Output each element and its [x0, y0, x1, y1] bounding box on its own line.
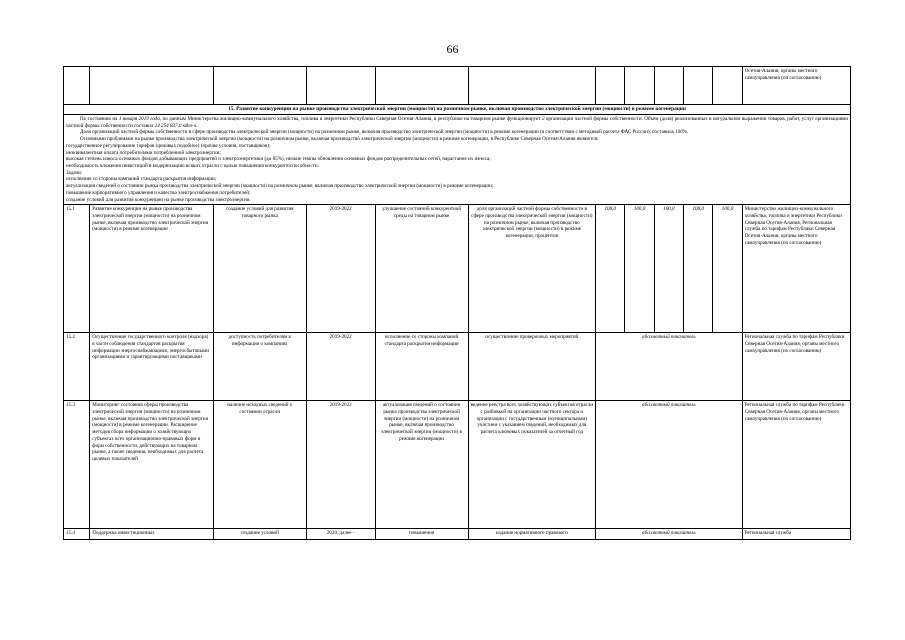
- absolute-indicator-cell: абсолютный показатель: [596, 401, 743, 529]
- indicator-cell: доля организаций частной формы собственности в сфере производства электрической энергии (мощности) на розничном рынке, включая производство электрической энергии (мощности) в режиме когенерации, процентов: [468, 205, 595, 333]
- intro-paragraph-3: Основными проблемами на рынке производства электрической энергии (мощности) на розничном рынке, включая производство электрической энергии (мощности) в режиме когенерации, в Республике Северная Осетия-Алания являются:: [80, 136, 599, 143]
- problem-cell: создание условий: [213, 529, 306, 540]
- task-item: создание условий для развития конкуренции на рынке производства электроэнергии.: [66, 196, 251, 203]
- responsible-cell: Региональная служба по тарифам Республики Северная Осетия-Алания, органы местного самоуправления (по согласованию): [742, 401, 850, 529]
- task-item: исполнение со стороны компаний стандарта раскрытия информации;: [66, 176, 217, 183]
- table-row-continued: [64, 67, 851, 105]
- measures-table: [63, 66, 851, 540]
- result-cell: повышения: [375, 529, 468, 540]
- value-cell: 100,0: [654, 205, 683, 333]
- problem-cell: наличие исходных сведений о состоянии отрасли: [213, 401, 306, 529]
- page-number: 66: [446, 42, 459, 56]
- problem-item: необходимость вложения инвестиций в модернизацию всяких отрасли с целью повышения конкурентоспособности.: [66, 163, 319, 170]
- responsible-cell: Министерство жилищно-коммунального хозяйства, топлива и энергетики Республики Северная Осетия-Алания, Региональная служба по тарифам Республики Северная Осетия-Алания, органы местного самоуправления (по согласованию): [742, 205, 850, 333]
- responsible-cell: Осетия-Алания, органы местного самоуправления (по согласованию): [742, 67, 850, 105]
- row-number: 15.1: [64, 205, 90, 333]
- indicator-cell: издание нормативного правового: [468, 529, 595, 540]
- problem-item: высокая степень износа основных фондов добывающих предприятий и электроэнергетики (до 85%), низкие темпы обновления основных фондов распределительных сетей, нарастание их износа;: [66, 156, 491, 163]
- problem-item: государственное регулирование тарифов (ценовых подобное) (прочие условия, поставщиков);: [66, 142, 271, 149]
- task-item: актуализация сведений о состоянии рынка производства электрической энергии (мощности) на розничном рынке, включая производство электрической энергии (мощности) в режиме когенерации;: [66, 183, 494, 190]
- period-cell: 2019-2022: [306, 333, 375, 401]
- section-title-row: [64, 105, 851, 115]
- section-intro-row: [64, 114, 851, 204]
- row-number: 15.4: [64, 529, 90, 540]
- task-item: повышение корпоративного управления и качества электроснабжения потребителей;: [66, 189, 251, 196]
- section-intro: [64, 114, 851, 204]
- table-row: [64, 205, 851, 333]
- row-number: 15.2: [64, 333, 90, 401]
- period-cell: 2019-2022: [306, 401, 375, 529]
- measure-cell: Поддержка инвестиционных: [90, 529, 213, 540]
- section-title: 15. Развитие конкуренции на рынке производства электрической энергии (мощности) на розничном рынке, включая производство электрической энергии (мощности) в режиме когенерации: [64, 105, 851, 115]
- absolute-indicator-cell: абсолютный показатель: [596, 529, 743, 540]
- measure-cell: Осуществление государственного контроля (надзора) в части соблюдения стандартов раскрытия информации энергоснабжающими, энергосбытовыми организациями и гарантирующими поставщиками: [90, 333, 213, 401]
- responsible-cell: Региональная служба по тарифам Республики Северная Осетия-Алания, органы местного самоуправления (по согласованию): [742, 333, 850, 401]
- value-cell: 100,0: [684, 205, 713, 333]
- problem-item: неэквивалентная оплата потребителями потребленной электроэнергии;: [66, 149, 221, 156]
- measure-cell: Развитие конкуренции на рынке производства электрической энергии (мощности) на розничном рынке, включая производство электрической энергии (мощности) в режиме когенерации: [90, 205, 213, 333]
- absolute-indicator-cell: абсолютный показатель: [596, 333, 743, 401]
- row-number: 15.3: [64, 401, 90, 529]
- period-cell: 2019-2022: [306, 205, 375, 333]
- measure-cell: Мониторинг состояния сферы производства электрической энергии (мощности) на розничном рынке, включая производство электрической энергии (мощности) в режиме когенерации. Расширение методов сбора информации о хозяйствующих субъектах всех организационно-правовых форм и форм собственности, действующих на товарном рынке, а также сведения, необходимых для расчета целевых показателей: [90, 401, 213, 529]
- result-cell: исполнение со стороны компаний стандарта раскрытия информации: [375, 333, 468, 401]
- table-row: [64, 401, 851, 529]
- table-row: [64, 529, 851, 540]
- result-cell: улучшение состояний конкурентной среды на товарном рынке: [375, 205, 468, 333]
- result-cell: актуализация сведений о состоянии рынка производства электрической энергии (мощности) на розничном рынке, включая производство электрической энергии (мощности) в режиме когенерации: [375, 401, 468, 529]
- tasks-label: Задачи:: [66, 169, 83, 176]
- intro-paragraph-2: Доля организаций частной формы собственности в сфере производства электрической энергии (мощности) на розничном рынке, включая производство электрической энергии (мощности) в режиме когенерации (в соответствии с методикой расчета ФАС России), составила 100%.: [80, 129, 689, 136]
- value-cell: 100,0: [713, 205, 742, 333]
- indicator-cell: осуществление проверочных мероприятий: [468, 333, 595, 401]
- period-cell: 2020, далее -: [306, 529, 375, 540]
- intro-paragraph-1: По состоянию на 1 января 2019 года, по данным Министерства жилищно-коммунального хозяйства, топлива и энергетики Республики Северная Осетия-Алания, в республике на товарном рынке функционирует 2 организации частной формы собственности. Объем (доля) реализованных в натуральном выражении товаров, работ, услуг организациями частной формы собственности составил 24 254 837,0 кВт-ч.: [66, 115, 848, 129]
- indicator-cell: ведение реестра всех хозяйствующих субъектов отрасли с разбивкой на организации частного сектора и организации с государственным (муниципальным) участием с указанием сведений, необходимых для расчета ключевых показателей за отчетный год: [468, 401, 595, 529]
- problem-cell: создание условий для развития товарного рынка: [213, 205, 306, 333]
- value-cell: 100,0: [625, 205, 654, 333]
- value-cell: 100,0: [596, 205, 625, 333]
- table-row: [64, 333, 851, 401]
- problem-cell: доступность потребителям к информации о компаниях: [213, 333, 306, 401]
- responsible-cell: Региональная служба: [742, 529, 850, 540]
